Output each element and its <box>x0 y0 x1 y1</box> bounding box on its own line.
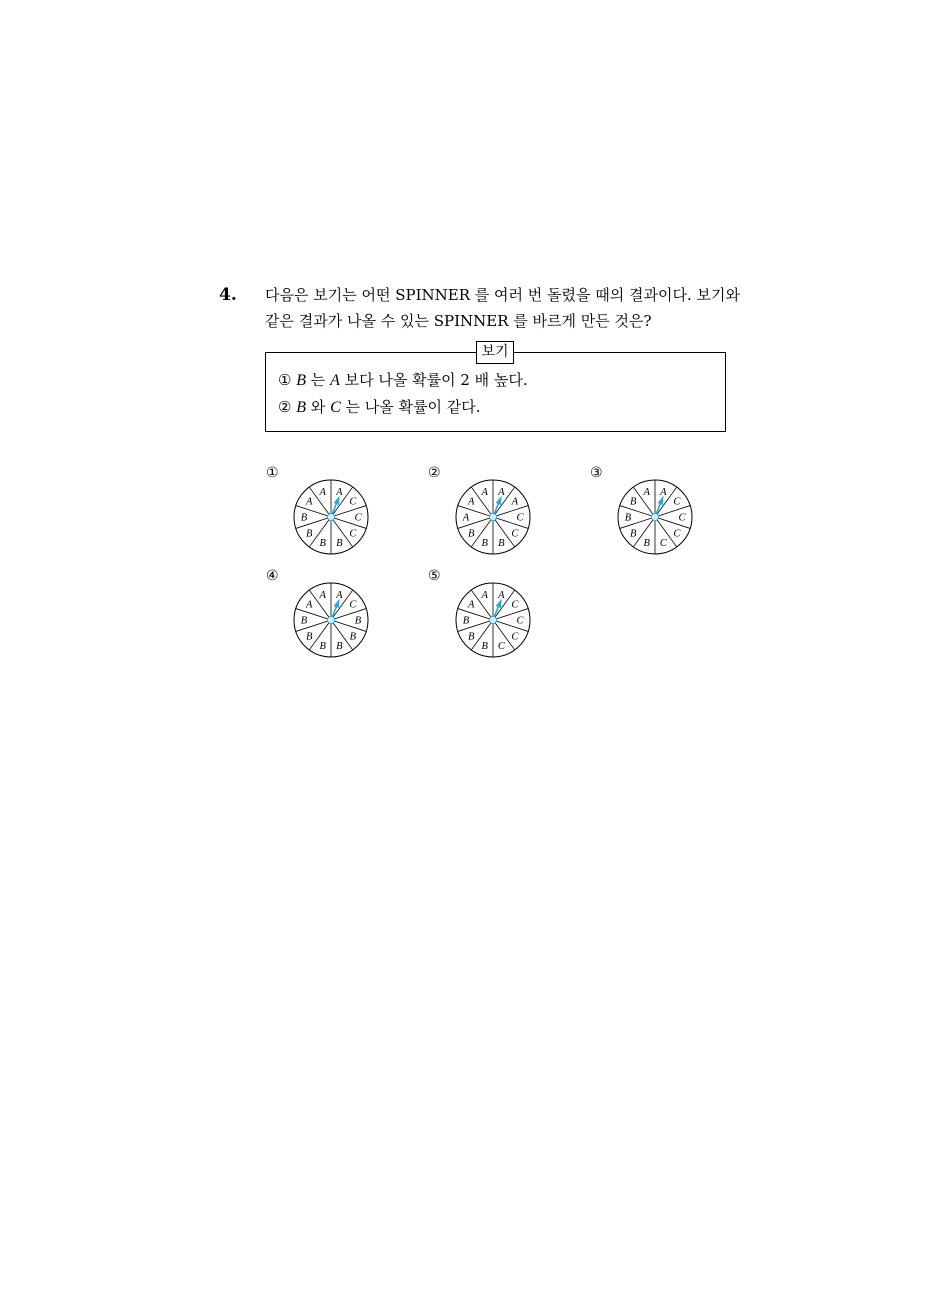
sector-letter: A <box>319 589 326 601</box>
bogi-item-text: 는 <box>310 371 326 389</box>
sector-letter: C <box>516 512 524 524</box>
sector-letter: A <box>498 589 505 601</box>
bogi-box <box>265 344 726 432</box>
choice-2 <box>428 462 548 560</box>
sector-letter: B <box>629 496 637 508</box>
question-number: 4. <box>219 285 237 305</box>
sector-letter: B <box>336 538 343 550</box>
spinner <box>292 581 370 659</box>
sector-letter: B <box>305 528 313 540</box>
bogi-item-2 <box>278 394 528 421</box>
sector-letter: A <box>336 486 343 498</box>
sector-letter: C <box>678 512 686 524</box>
sector-letter: A <box>467 599 475 611</box>
choice-label: ② <box>428 465 441 481</box>
bogi-item-variable: B <box>296 399 307 416</box>
sector-letter: B <box>624 512 632 524</box>
sector-letter: C <box>349 528 357 540</box>
choice-label: ④ <box>266 568 279 584</box>
sector-letter: B <box>319 538 326 550</box>
spinner-svg <box>454 478 532 556</box>
sector-letter: A <box>643 486 650 498</box>
spinner-hub <box>489 513 496 520</box>
sector-letter: B <box>300 615 308 627</box>
choice-label: ⑤ <box>428 568 441 584</box>
sector-letter: B <box>643 538 650 550</box>
spinner-svg <box>454 581 532 659</box>
sector-letter: C <box>349 599 357 611</box>
bogi-item-marker: ② <box>278 398 292 416</box>
choice-label: ③ <box>590 465 603 481</box>
sector-letter: C <box>349 496 357 508</box>
sector-letter: B <box>300 512 308 524</box>
sector-letter: B <box>349 631 357 643</box>
spinner-hub <box>489 616 496 623</box>
sector-letter: B <box>319 641 326 653</box>
sector-letter: A <box>481 589 488 601</box>
sector-letter: A <box>305 599 313 611</box>
sector-letter: B <box>467 528 475 540</box>
choice-4 <box>266 565 386 663</box>
bogi-item-text: 보다 나올 확률이 2 배 높다. <box>344 371 528 389</box>
sector-letter: A <box>336 589 343 601</box>
bogi-item-variable: C <box>330 399 341 416</box>
bogi-item-variable: B <box>296 372 307 389</box>
question-line-1: 다음은 보기는 어떤 SPINNER 를 여러 번 돌렸을 때의 결과이다. 보기와 <box>265 286 740 304</box>
sector-letter: C <box>673 496 681 508</box>
sector-letter: A <box>462 512 470 524</box>
spinner <box>454 478 532 556</box>
choice-label: ① <box>266 465 279 481</box>
question-line-2: 같은 결과가 나올 수 있는 SPINNER 를 바르게 만든 것은? <box>265 312 652 330</box>
spinner <box>616 478 694 556</box>
sector-letter: B <box>305 631 313 643</box>
sector-letter: A <box>498 486 505 498</box>
choice-3 <box>590 462 710 560</box>
sector-letter: C <box>673 528 681 540</box>
sector-letter: B <box>336 641 343 653</box>
sector-letter: B <box>462 615 470 627</box>
sector-letter: B <box>467 631 475 643</box>
spinner-svg <box>292 581 370 659</box>
spinner-hub <box>327 513 334 520</box>
sector-letter: A <box>467 496 475 508</box>
spinner-hub <box>651 513 658 520</box>
bogi-label: 보기 <box>476 341 514 364</box>
sector-letter: B <box>629 528 637 540</box>
sector-letter: C <box>511 631 519 643</box>
sector-letter: A <box>305 496 313 508</box>
choice-5 <box>428 565 548 663</box>
sector-letter: A <box>319 486 326 498</box>
sector-letter: C <box>659 538 667 550</box>
sector-letter: B <box>354 615 362 627</box>
spinner <box>292 478 370 556</box>
sector-letter: B <box>481 641 488 653</box>
sector-letter: C <box>511 528 519 540</box>
spinner <box>454 581 532 659</box>
spinner-svg <box>616 478 694 556</box>
sector-letter: A <box>511 496 519 508</box>
sector-letter: A <box>481 486 488 498</box>
spinner-svg <box>292 478 370 556</box>
bogi-item-text: 와 <box>310 398 326 416</box>
bogi-item-variable: A <box>330 372 340 389</box>
sector-letter: C <box>497 641 505 653</box>
sector-letter: C <box>511 599 519 611</box>
spinner-hub <box>327 616 334 623</box>
bogi-item-1 <box>278 367 528 394</box>
sector-letter: A <box>660 486 667 498</box>
bogi-item-marker: ① <box>278 371 292 389</box>
bogi-item-text: 는 나올 확률이 같다. <box>345 398 481 416</box>
sector-letter: B <box>481 538 488 550</box>
sector-letter: C <box>516 615 524 627</box>
choice-1 <box>266 462 386 560</box>
sector-letter: C <box>354 512 362 524</box>
question-text <box>265 282 740 334</box>
sector-letter: B <box>498 538 505 550</box>
bogi-items <box>278 367 528 421</box>
